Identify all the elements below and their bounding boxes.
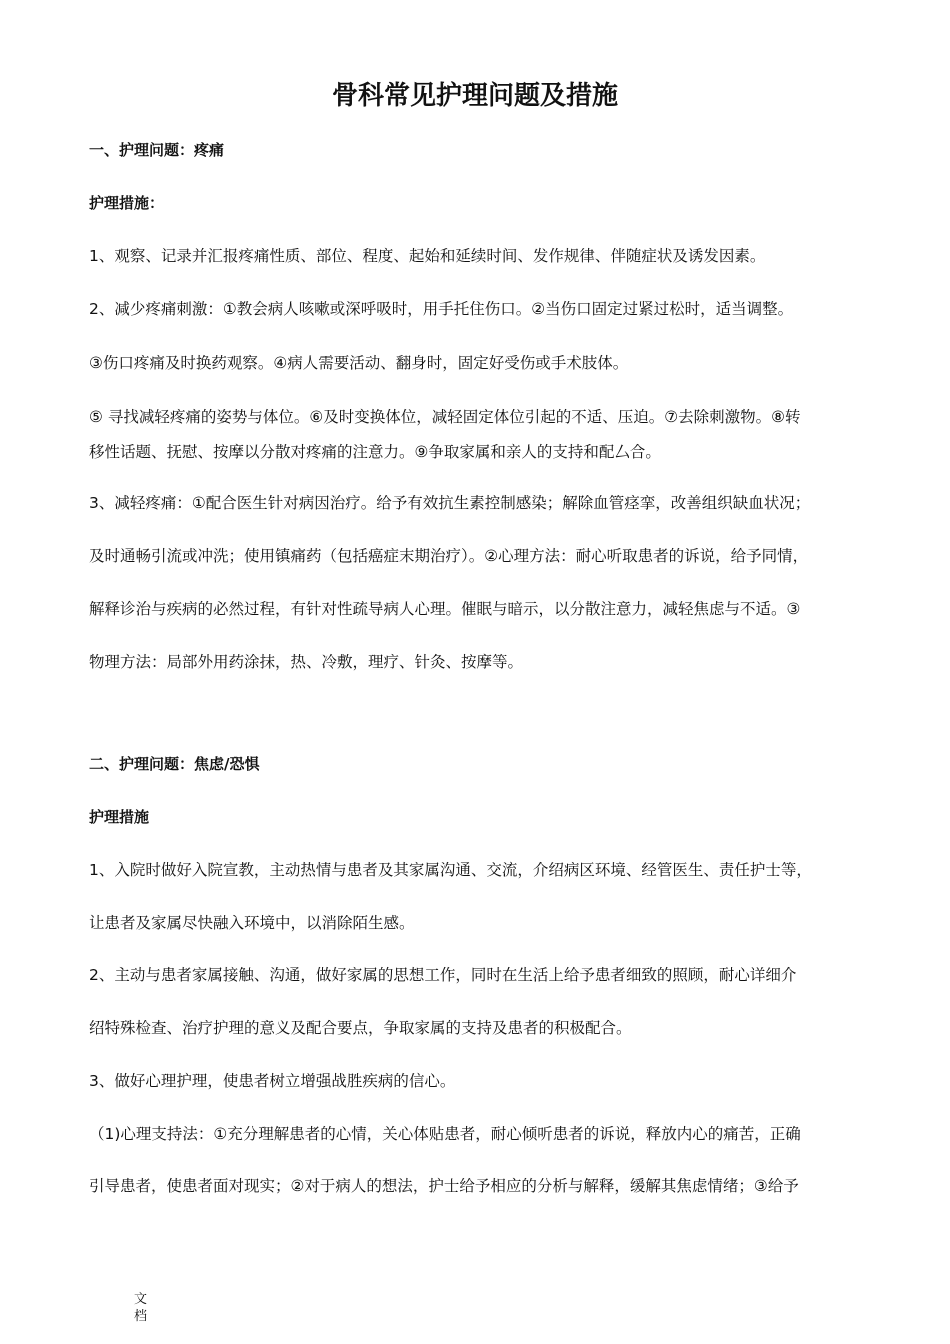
section2-line: （1)心理支持法：①充分理解患者的心情，关心体贴患者，耐心倾听患者的诉说，释放内心的痛苦，正确 <box>89 1125 801 1143</box>
section1-heading: 一、护理问题：疼痛 <box>89 141 225 159</box>
section1-line: 3、减轻疼痛：①配合医生针对病因治疗。给予有效抗生素控制感染；解除血管痉挛，改善组织缺血状况； <box>89 494 811 512</box>
section2-line: 引导患者，使患者面对现实；②对于病人的想法，护士给予相应的分析与解释，缓解其焦虑情绪；③给予 <box>89 1177 799 1195</box>
document-title: 骨科常见护理问题及措施 <box>331 81 618 111</box>
section1-measures-label: 护理措施： <box>89 194 165 212</box>
section1-line: 移性话题、抚慰、按摩以分散对疼痛的注意力。⑨争取家属和亲人的支持和配厶合。 <box>89 443 661 461</box>
section1-line: 及时通畅引流或冲洗；使用镇痛药（包括癌症末期治疗）。②心理方法：耐心听取患者的诉说，给予同情， <box>89 547 809 565</box>
section1-line: 1、观察、记录并汇报疼痛性质、部位、程度、起始和延续时间、发作规律、伴随症状及诱发因素。 <box>89 247 766 265</box>
section2-line: 3、做好心理护理，使患者树立增强战胜疾病的信心。 <box>89 1072 456 1090</box>
section2-line: 1、入院时做好入院宣教，主动热情与患者及其家属沟通、交流，介绍病区环境、经管医生、责任护士等， <box>89 861 812 879</box>
section2-line: 绍特殊检查、治疗护理的意义及配合要点，争取家属的支持及患者的积极配合。 <box>89 1019 632 1037</box>
section1-line: 解释诊治与疾病的必然过程，有针对性疏导病人心理。催眠与暗示，以分散注意力，减轻焦虑与不适。③ <box>89 600 801 618</box>
section1-line: 物理方法：局部外用药涂抹，热、冷敷，理疗、针灸、按摩等。 <box>89 653 524 671</box>
section2-heading: 二、护理问题：焦虑/恐惧 <box>89 755 260 773</box>
section2-measures-label: 护理措施 <box>89 808 150 826</box>
page-footer: 文档 <box>134 1292 148 1324</box>
section1-line: 2、减少疼痛刺激：①教会病人咳嗽或深呼吸时，用手托住伤口。②当伤口固定过紧过松时，适当调整。 <box>89 300 794 318</box>
section2-line: 让患者及家属尽快融入环境中，以消除陌生感。 <box>89 914 415 932</box>
section1-line: ⑤ 寻找减轻疼痛的姿势与体位。⑥及时变换体位，减轻固定体位引起的不适、压迫。⑦去除刺激物。⑧转 <box>89 408 801 426</box>
section2-line: 2、主动与患者家属接触、沟通，做好家属的思想工作，同时在生活上给予患者细致的照顾，耐心详细介 <box>89 966 797 984</box>
section1-line: ③伤口疼痛及时换药观察。④病人需要活动、翻身时，固定好受伤或手术肢体。 <box>89 354 629 372</box>
